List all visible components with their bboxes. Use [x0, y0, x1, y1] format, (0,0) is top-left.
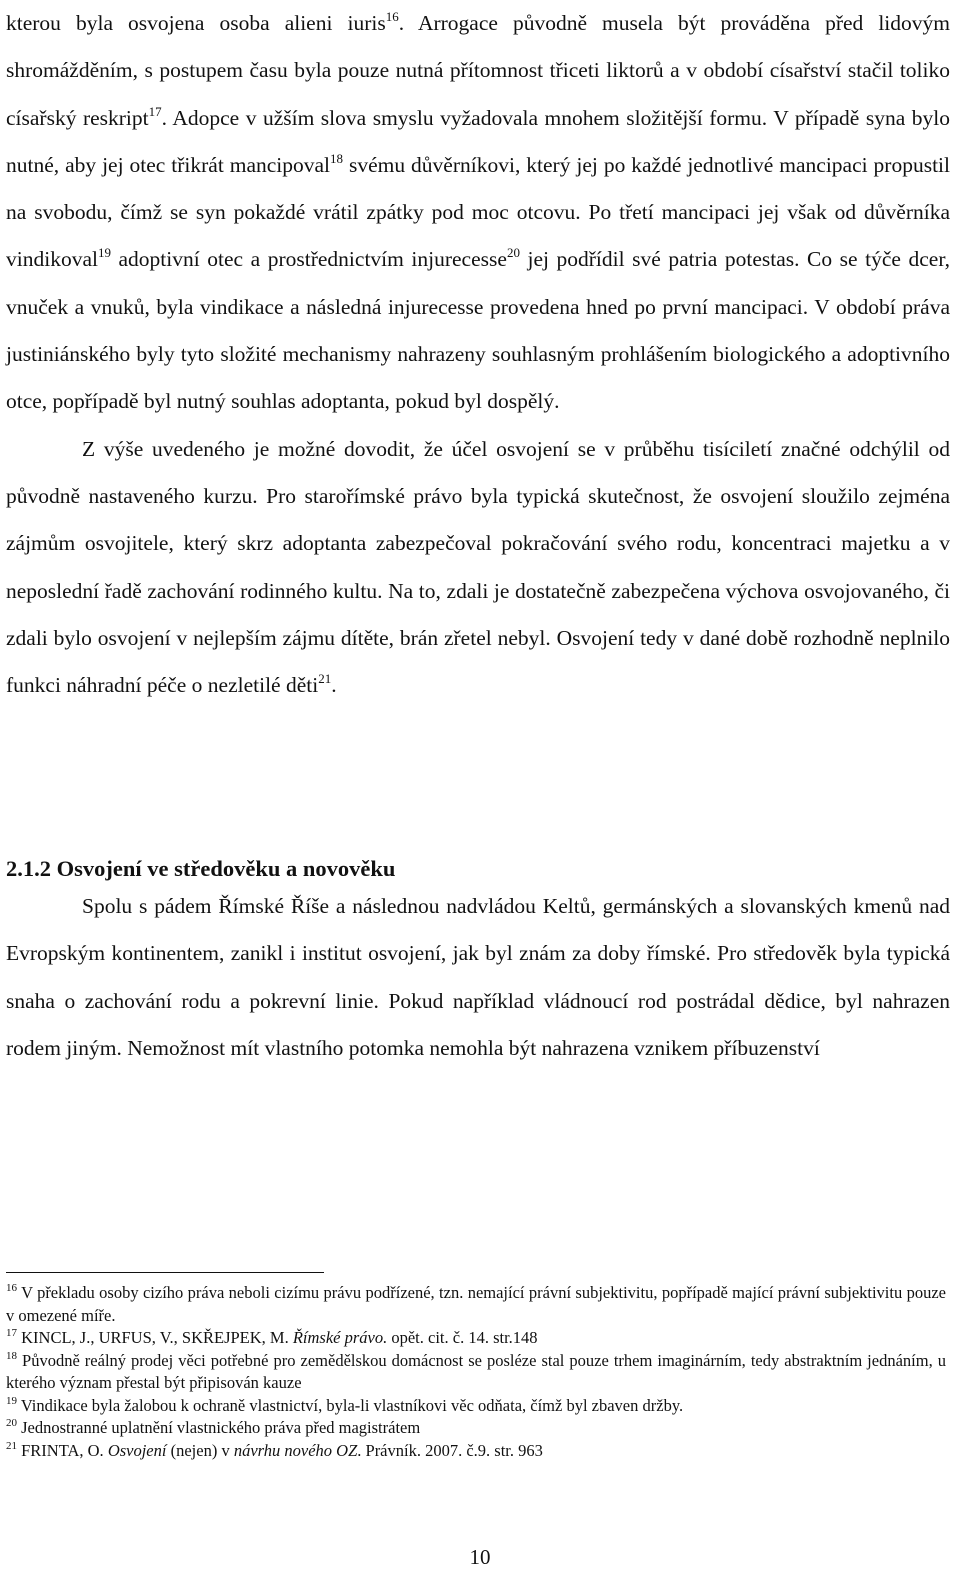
text-run: Vindikace byla žalobou k ochraně vlastnictví, byla-li vlastníkovi věc odňata, čímž byl zbaven držby.	[17, 1395, 684, 1415]
text-run: jej podřídil své patria potestas. Co se týče dcer, vnuček a vnuků, byla vindikace a následná injurecesse provedena hned po první mancipaci. V období práva justiniánského byly tyto složité mechanismy nahrazeny souhlasným prohlášením biologického a adoptivního otce, popřípadě byl nutný souhlas adoptanta, pokud byl dospělý.	[6, 247, 950, 414]
text-run: kterou byla osvojena osoba alieni iuris	[6, 11, 386, 35]
footnote-reference: 21	[318, 671, 332, 687]
footnotes	[6, 1282, 946, 1462]
text-run: Z výše uvedeného je možné dovodit, že účel osvojení se v průběhu tisíciletí značné odchýlil od původně nastaveného kurzu. Pro starořímské právo byla typická skutečnost, že osvojení sloužilo zejména zájmům osvojitele, který skrz adoptanta zabezpečoval pokračování svého rodu, koncentraci majetku a v neposlední řadě zachování rodinného kultu. Na to, zdali je dostatečně zabezpečena výchova osvojovaného, či zdali bylo osvojení v nejlepším zájmu dítěte, brán zřetel nebyl. Osvojení tedy v dané době rozhodně neplnilo funkci náhradní péče o nezletilé děti	[6, 436, 950, 698]
body-text	[6, 0, 950, 709]
text-run: V překladu osoby cizího práva neboli cizímu právu podřízené, tzn. nemající právní subjektivitu, popřípadě mající právní subjektivitu pouze v omezené míře.	[6, 1283, 946, 1325]
footnote-number: 19	[6, 1394, 17, 1407]
text-run: svému důvěrníkovi, který jej po každé jednotlivé mancipaci propustil na svobodu, čímž se syn pokaždé vrátil zpátky pod moc otcovu. Po třetí mancipaci jej však od důvěrníka vindikoval	[6, 152, 950, 272]
footnote	[6, 1417, 946, 1440]
paragraph	[6, 0, 950, 426]
text-run: KINCL, J., URFUS, V., SKŘEJPEK, M.	[17, 1328, 293, 1347]
text-run: .	[331, 673, 337, 698]
text-run: opět. cit. č. 14. str.148	[387, 1328, 538, 1347]
text-run: Jednostranné uplatnění vlastnického práva před magistrátem	[17, 1418, 421, 1437]
footnote	[6, 1350, 946, 1395]
footnote-reference: 17	[148, 103, 162, 119]
paragraph	[6, 426, 950, 710]
text-run: Původně reálný prodej věci potřebné pro zemědělskou domácnost se posléze stal pouze trhem imaginárním, tedy abstraktním jednáním, u kterého význam přestal být připisován kauze	[6, 1350, 946, 1392]
footnote-divider	[6, 1272, 324, 1273]
footnote-number: 16	[6, 1282, 17, 1294]
text-run: adoptivní otec a prostřednictvím injurecesse	[110, 247, 507, 272]
footnote-reference: 18	[330, 150, 344, 166]
italic-text: Osvojení	[107, 1440, 167, 1460]
footnote	[6, 1440, 946, 1463]
footnote	[6, 1327, 946, 1350]
page-number: 10	[469, 1545, 491, 1569]
text-run: . Právník. 2007. č.9. str. 963	[357, 1440, 543, 1460]
text-run: . Arrogace původně musela být prováděna před lidovým shromážděním, s postupem času byla pouze nutná přítomnost třiceti liktorů a v období císařství stačil toliko císařský reskript	[6, 11, 950, 130]
footnote-reference: 19	[97, 245, 111, 261]
footnote-number: 21	[6, 1439, 17, 1452]
footnote-reference: 16	[385, 9, 399, 24]
footnote-number: 17	[6, 1327, 17, 1339]
section-heading: 2.1.2 Osvojení ve středověku a novověku	[6, 856, 396, 881]
paragraph: Spolu s pádem Římské Říše a následnou nadvládou Keltů, germánských a slovanských kmenů nad Evropským kontinentem, zanikl i institut osvojení, jak byl znám za doby římské. Pro středověk byla typická snaha o zachování rodu a pokrevní linie. Pokud například vládnoucí rod postrádal dědice, byl nahrazen rodem jiným. Nemožnost mít vlastního potomka nemohla být nahrazena vznikem příbuzenství	[6, 894, 950, 1060]
text-run: . Adopce v užším slova smyslu vyžadovala mnohem složitější formu. V případě syna bylo nutné, aby jej otec třikrát mancipoval	[6, 105, 950, 177]
text-run: FRINTA, O.	[17, 1440, 108, 1460]
text-run: (nejen) v	[166, 1440, 234, 1460]
footnote	[6, 1282, 946, 1327]
footnote	[6, 1395, 946, 1418]
italic-text: návrhu nového OZ	[233, 1440, 358, 1460]
footnote-number: 18	[6, 1349, 17, 1362]
footnote-number: 20	[6, 1417, 17, 1429]
italic-text: Římské právo.	[292, 1328, 388, 1347]
footnote-reference: 20	[506, 245, 520, 261]
